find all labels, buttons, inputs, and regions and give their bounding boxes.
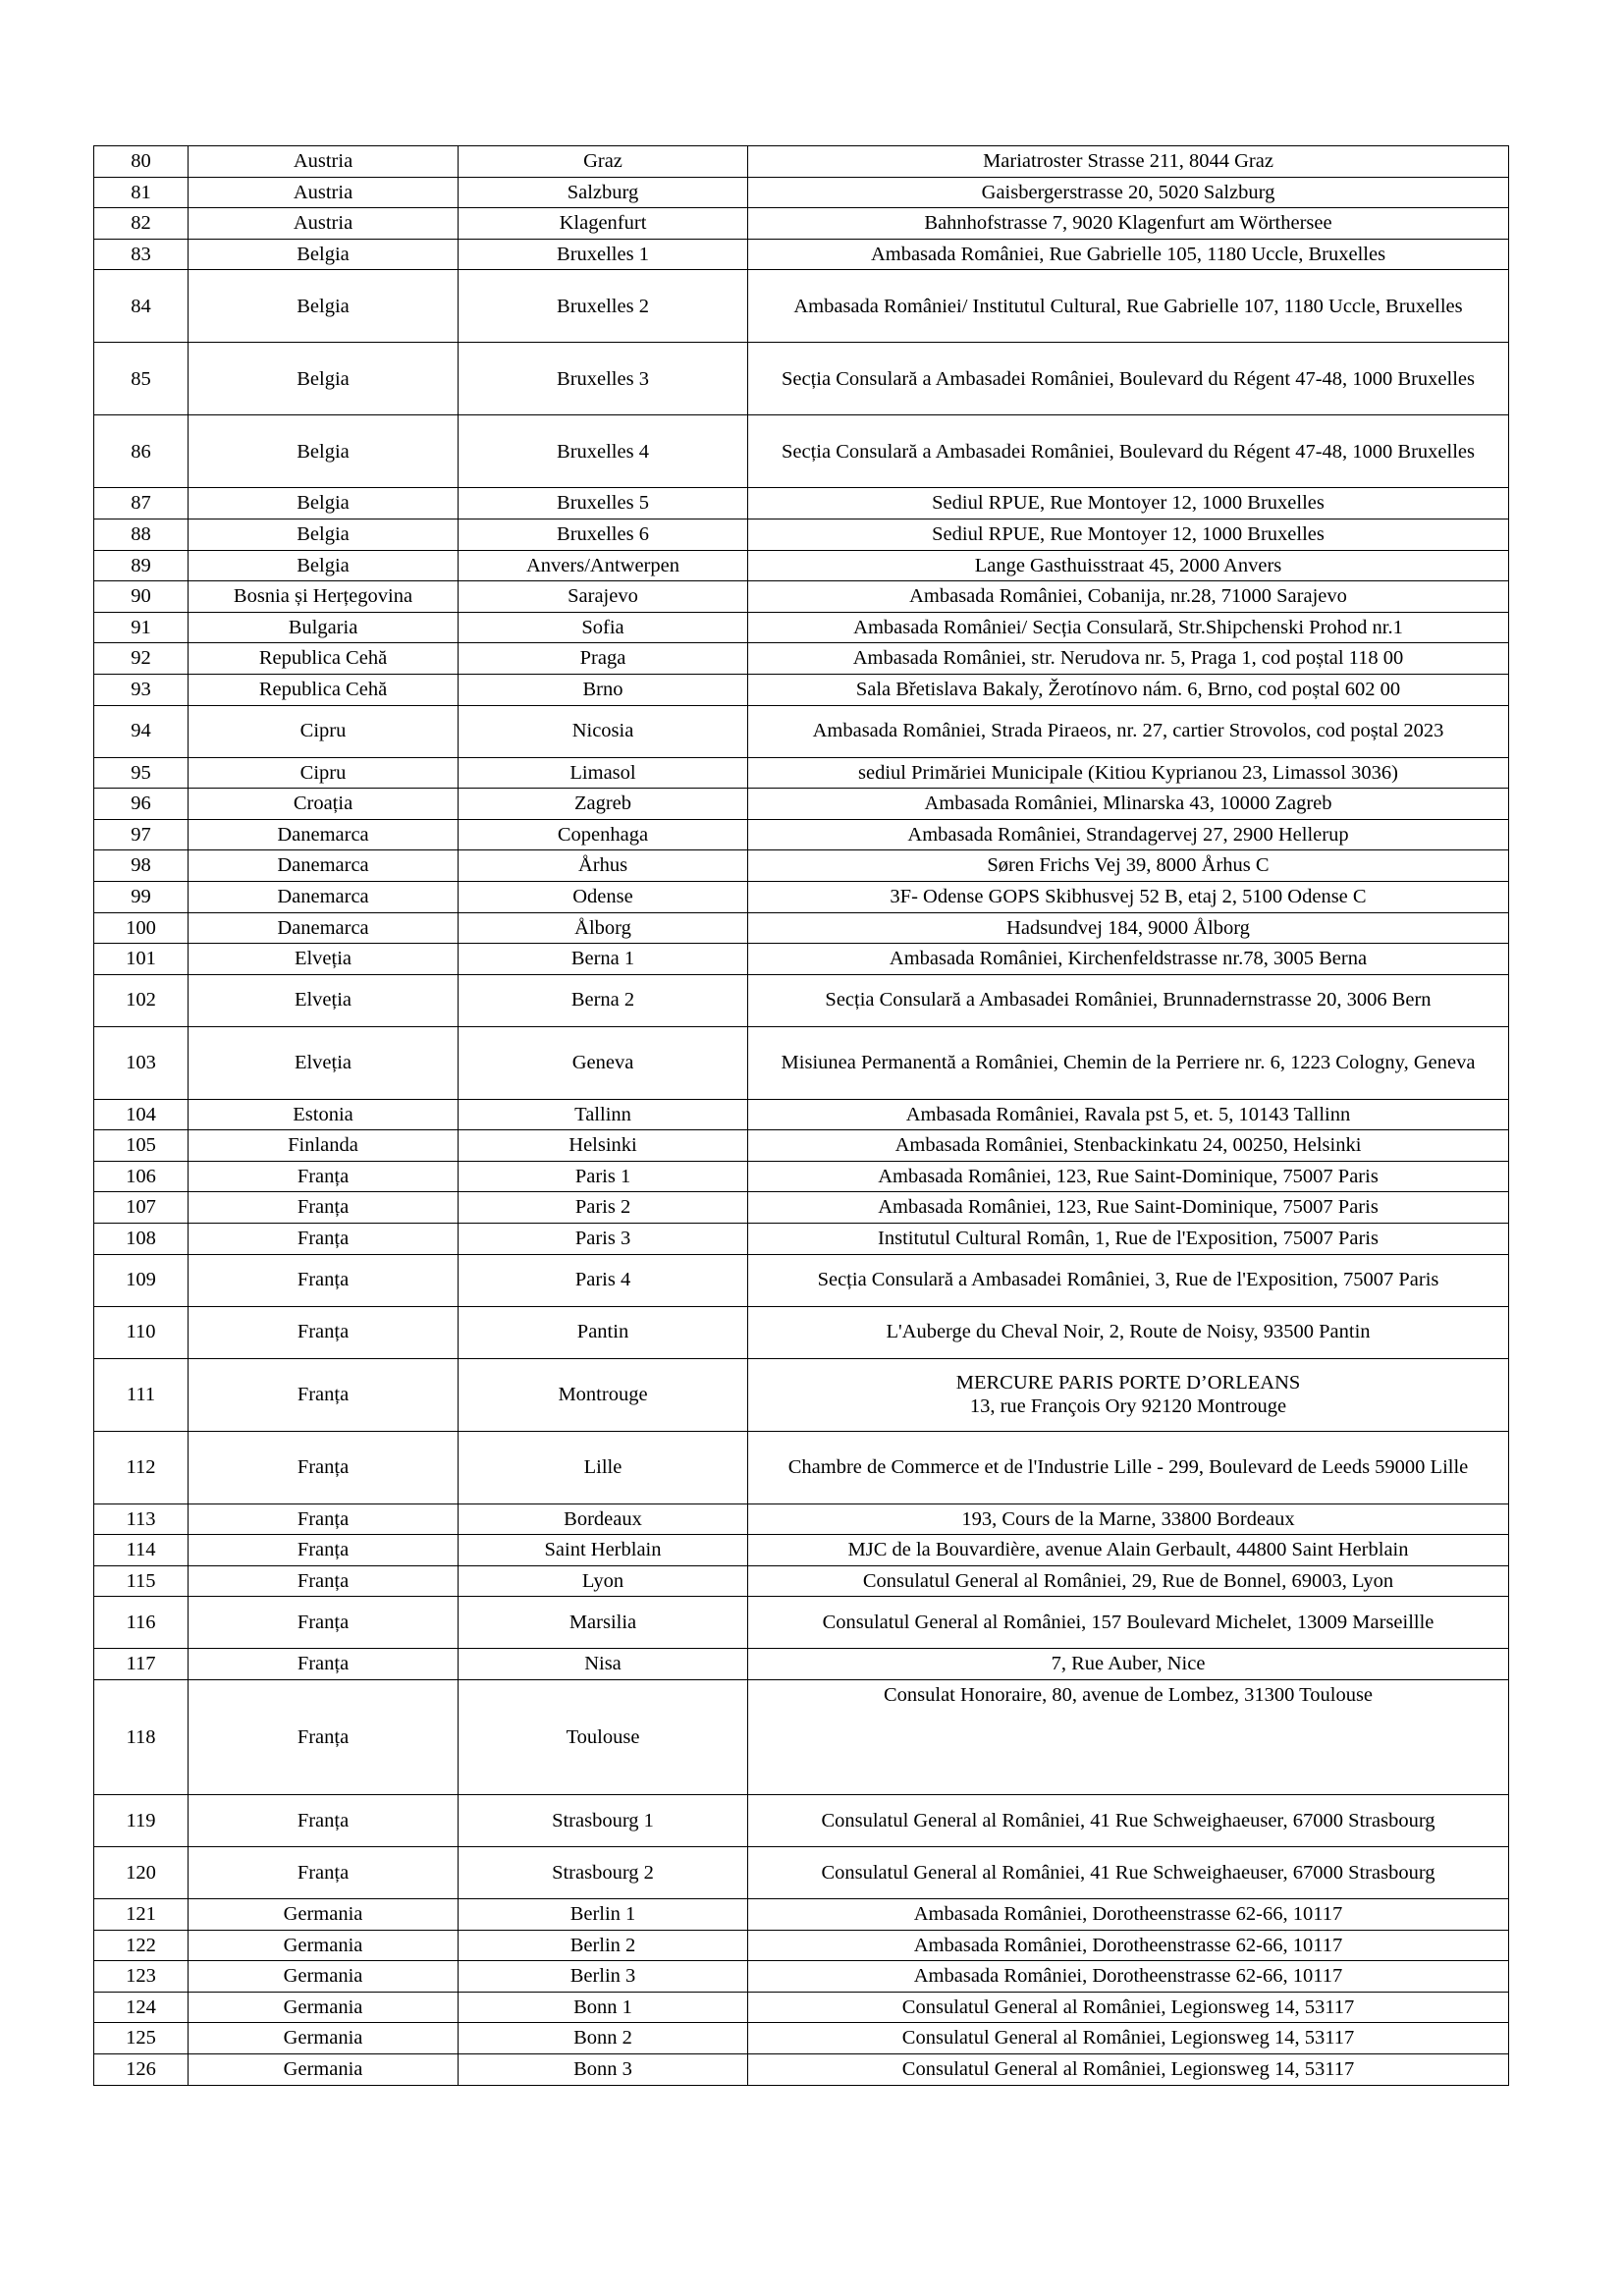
cell-index: 97 [94, 819, 189, 850]
cell-country: Austria [189, 146, 459, 178]
cell-city: Lyon [459, 1565, 748, 1597]
cell-index: 90 [94, 581, 189, 613]
cell-city: Nicosia [459, 705, 748, 757]
cell-country: Belgia [189, 343, 459, 415]
cell-city: Berna 2 [459, 974, 748, 1026]
cell-index: 96 [94, 789, 189, 820]
cell-address: Ambasada României/ Secția Consulară, Str.Shipchenski Prohod nr.1 [748, 612, 1509, 643]
cell-city: Berlin 2 [459, 1930, 748, 1961]
cell-city: Bruxelles 3 [459, 343, 748, 415]
cell-country: Franța [189, 1192, 459, 1224]
cell-address: Ambasada României, Rue Gabrielle 105, 1180 Uccle, Bruxelles [748, 239, 1509, 270]
table-row [94, 1026, 1509, 1099]
cell-country: Danemarca [189, 850, 459, 882]
table-row [94, 488, 1509, 519]
cell-country: Estonia [189, 1099, 459, 1130]
address-line: 13, rue François Ory 92120 Montrouge [969, 1395, 1287, 1418]
table-row [94, 343, 1509, 415]
cell-address: Institutul Cultural Român, 1, Rue de l'Exposition, 75007 Paris [748, 1224, 1509, 1255]
cell-country: Bosnia și Herțegovina [189, 581, 459, 613]
table-row [94, 1431, 1509, 1503]
cell-city: Bruxelles 6 [459, 519, 748, 550]
table-row [94, 1192, 1509, 1224]
cell-address: 193, Cours de la Marne, 33800 Bordeaux [748, 1503, 1509, 1535]
cell-index: 125 [94, 2023, 189, 2054]
cell-address: Ambasada României, 123, Rue Saint-Dominique, 75007 Paris [748, 1161, 1509, 1192]
table-row [94, 581, 1509, 613]
cell-index: 80 [94, 146, 189, 178]
cell-city: Geneva [459, 1026, 748, 1099]
cell-address: Secția Consulară a Ambasadei României, Boulevard du Régent 47-48, 1000 Bruxelles [748, 343, 1509, 415]
cell-address: Chambre de Commerce et de l'Industrie Lille - 299, Boulevard de Leeds 59000 Lille [748, 1431, 1509, 1503]
cell-city: Pantin [459, 1306, 748, 1358]
cell-country: Germania [189, 2054, 459, 2086]
cell-index: 104 [94, 1099, 189, 1130]
cell-address: Sala Břetislava Bakaly, Žerotínovo nám. 6, Brno, cod poștal 602 00 [748, 674, 1509, 705]
cell-city: Limasol [459, 757, 748, 789]
cell-country: Republica Cehă [189, 674, 459, 705]
table-container [93, 145, 1508, 2086]
cell-address: Sediul RPUE, Rue Montoyer 12, 1000 Bruxelles [748, 519, 1509, 550]
address-line [756, 1729, 1500, 1751]
cell-index: 103 [94, 1026, 189, 1099]
cell-city: Bordeaux [459, 1503, 748, 1535]
cell-address: 3F- Odense GOPS Skibhusvej 52 B, etaj 2, 5100 Odense C [748, 881, 1509, 912]
cell-address: Consulatul General al României, 41 Rue Schweighaeuser, 67000 Strasbourg [748, 1847, 1509, 1899]
cell-city: Bruxelles 1 [459, 239, 748, 270]
cell-country: Danemarca [189, 819, 459, 850]
cell-city: Nisa [459, 1649, 748, 1680]
cell-country: Germania [189, 2023, 459, 2054]
cell-index: 91 [94, 612, 189, 643]
cell-country: Belgia [189, 488, 459, 519]
cell-index: 92 [94, 643, 189, 675]
cell-country: Franța [189, 1503, 459, 1535]
polling-stations-table [93, 145, 1509, 2086]
cell-country: Franța [189, 1161, 459, 1192]
cell-index: 102 [94, 974, 189, 1026]
cell-address [748, 1680, 1509, 1795]
cell-country: Franța [189, 1535, 459, 1566]
cell-index: 122 [94, 1930, 189, 1961]
cell-index: 87 [94, 488, 189, 519]
cell-address: Bahnhofstrasse 7, 9020 Klagenfurt am Wörthersee [748, 208, 1509, 240]
cell-address: Consulatul General al României, Legionsweg 14, 53117 [748, 2023, 1509, 2054]
cell-address: Søren Frichs Vej 39, 8000 Århus C [748, 850, 1509, 882]
cell-address: Mariatroster Strasse 211, 8044 Graz [748, 146, 1509, 178]
cell-index: 84 [94, 270, 189, 343]
table-row [94, 1847, 1509, 1899]
cell-address: Ambasada României, Strandagervej 27, 2900 Hellerup [748, 819, 1509, 850]
cell-address: Sediul RPUE, Rue Montoyer 12, 1000 Bruxelles [748, 488, 1509, 519]
cell-city: Saint Herblain [459, 1535, 748, 1566]
table-row [94, 1306, 1509, 1358]
table-row [94, 974, 1509, 1026]
cell-index: 100 [94, 912, 189, 944]
cell-address: Ambasada României, Mlinarska 43, 10000 Zagreb [748, 789, 1509, 820]
address-line: Consulat Honoraire, 80, avenue de Lombez, 31300 Toulouse [883, 1684, 1374, 1707]
cell-country: Germania [189, 1961, 459, 1993]
cell-city: Ålborg [459, 912, 748, 944]
cell-index: 113 [94, 1503, 189, 1535]
cell-address: Consulatul General al României, 157 Boulevard Michelet, 13009 Marseillle [748, 1597, 1509, 1649]
cell-city: Bruxelles 5 [459, 488, 748, 519]
cell-city: Paris 2 [459, 1192, 748, 1224]
cell-city: Bonn 1 [459, 1992, 748, 2023]
cell-country: Belgia [189, 519, 459, 550]
cell-city: Berlin 3 [459, 1961, 748, 1993]
cell-country: Cipru [189, 757, 459, 789]
cell-city: Anvers/Antwerpen [459, 550, 748, 581]
cell-city: Bruxelles 2 [459, 270, 748, 343]
table-row [94, 239, 1509, 270]
cell-index: 101 [94, 944, 189, 975]
cell-country: Belgia [189, 270, 459, 343]
cell-city: Marsilia [459, 1597, 748, 1649]
cell-country: Danemarca [189, 881, 459, 912]
cell-country: Germania [189, 1930, 459, 1961]
cell-city: Copenhaga [459, 819, 748, 850]
cell-city: Paris 4 [459, 1254, 748, 1306]
cell-address: Ambasada României/ Institutul Cultural, Rue Gabrielle 107, 1180 Uccle, Bruxelles [748, 270, 1509, 343]
table-row [94, 612, 1509, 643]
cell-index: 95 [94, 757, 189, 789]
table-row [94, 415, 1509, 488]
address-line [756, 1708, 1500, 1729]
table-row [94, 146, 1509, 178]
cell-country: Franța [189, 1306, 459, 1358]
cell-country: Franța [189, 1649, 459, 1680]
table-row [94, 1099, 1509, 1130]
table-row [94, 550, 1509, 581]
cell-index: 107 [94, 1192, 189, 1224]
cell-city: Toulouse [459, 1680, 748, 1795]
cell-address: L'Auberge du Cheval Noir, 2, Route de Noisy, 93500 Pantin [748, 1306, 1509, 1358]
cell-index: 108 [94, 1224, 189, 1255]
cell-address: Ambasada României, 123, Rue Saint-Dominique, 75007 Paris [748, 1192, 1509, 1224]
cell-index: 111 [94, 1358, 189, 1431]
cell-city: Zagreb [459, 789, 748, 820]
cell-address: Ambasada României, Cobanija, nr.28, 71000 Sarajevo [748, 581, 1509, 613]
cell-city: Paris 1 [459, 1161, 748, 1192]
cell-index: 115 [94, 1565, 189, 1597]
cell-country: Belgia [189, 550, 459, 581]
cell-index: 93 [94, 674, 189, 705]
cell-country: Franța [189, 1224, 459, 1255]
cell-address: Ambasada României, str. Nerudova nr. 5, Praga 1, cod poștal 118 00 [748, 643, 1509, 675]
table-row [94, 819, 1509, 850]
cell-address: Ambasada României, Stenbackinkatu 24, 00250, Helsinki [748, 1130, 1509, 1162]
cell-country: Franța [189, 1358, 459, 1431]
cell-city: Graz [459, 146, 748, 178]
cell-address: Ambasada României, Dorotheenstrasse 62-66, 10117 [748, 1961, 1509, 1993]
cell-country: Austria [189, 208, 459, 240]
cell-index: 112 [94, 1431, 189, 1503]
cell-city: Odense [459, 881, 748, 912]
table-row [94, 1597, 1509, 1649]
cell-city: Bruxelles 4 [459, 415, 748, 488]
cell-city: Brno [459, 674, 748, 705]
table-row [94, 1649, 1509, 1680]
cell-city: Bonn 2 [459, 2023, 748, 2054]
cell-country: Cipru [189, 705, 459, 757]
cell-address: Ambasada României, Ravala pst 5, et. 5, 10143 Tallinn [748, 1099, 1509, 1130]
cell-index: 121 [94, 1899, 189, 1931]
table-row [94, 850, 1509, 882]
cell-country: Finlanda [189, 1130, 459, 1162]
cell-address: sediul Primăriei Municipale (Kitiou Kyprianou 23, Limassol 3036) [748, 757, 1509, 789]
cell-address: Consulatul General al României, 41 Rue Schweighaeuser, 67000 Strasbourg [748, 1795, 1509, 1847]
cell-country: Franța [189, 1565, 459, 1597]
cell-address: MJC de la Bouvardière, avenue Alain Gerbault, 44800 Saint Herblain [748, 1535, 1509, 1566]
table-row [94, 1680, 1509, 1795]
cell-country: Belgia [189, 239, 459, 270]
cell-address: 7, Rue Auber, Nice [748, 1649, 1509, 1680]
cell-country: Germania [189, 1899, 459, 1931]
table-row [94, 1224, 1509, 1255]
cell-country: Danemarca [189, 912, 459, 944]
cell-index: 126 [94, 2054, 189, 2086]
cell-index: 82 [94, 208, 189, 240]
table-row [94, 1992, 1509, 2023]
cell-address: Consulatul General al României, 29, Rue de Bonnel, 69003, Lyon [748, 1565, 1509, 1597]
cell-index: 98 [94, 850, 189, 882]
table-row [94, 1795, 1509, 1847]
cell-address: Gaisbergerstrasse 20, 5020 Salzburg [748, 177, 1509, 208]
table-row [94, 1358, 1509, 1431]
cell-index: 89 [94, 550, 189, 581]
table-row [94, 1899, 1509, 1931]
table-row [94, 1535, 1509, 1566]
cell-city: Lille [459, 1431, 748, 1503]
cell-address: Consulatul General al României, Legionsweg 14, 53117 [748, 2054, 1509, 2086]
cell-city: Bonn 3 [459, 2054, 748, 2086]
table-row [94, 789, 1509, 820]
table-row [94, 1130, 1509, 1162]
table-row [94, 1254, 1509, 1306]
cell-city: Tallinn [459, 1099, 748, 1130]
cell-address: Ambasada României, Strada Piraeos, nr. 27, cartier Strovolos, cod poștal 2023 [748, 705, 1509, 757]
cell-country: Franța [189, 1254, 459, 1306]
address-line: MERCURE PARIS PORTE D’ORLEANS [955, 1371, 1301, 1394]
cell-address: Secția Consulară a Ambasadei României, 3, Rue de l'Exposition, 75007 Paris [748, 1254, 1509, 1306]
table-row [94, 1930, 1509, 1961]
table-row [94, 705, 1509, 757]
table-row [94, 912, 1509, 944]
cell-address: Lange Gasthuisstraat 45, 2000 Anvers [748, 550, 1509, 581]
cell-country: Belgia [189, 415, 459, 488]
cell-address: Ambasada României, Kirchenfeldstrasse nr.78, 3005 Berna [748, 944, 1509, 975]
table-body [94, 146, 1509, 2086]
cell-address: Misiunea Permanentă a României, Chemin de la Perriere nr. 6, 1223 Cologny, Geneva [748, 1026, 1509, 1099]
cell-index: 94 [94, 705, 189, 757]
cell-index: 119 [94, 1795, 189, 1847]
cell-index: 124 [94, 1992, 189, 2023]
cell-index: 109 [94, 1254, 189, 1306]
cell-index: 106 [94, 1161, 189, 1192]
cell-country: Franța [189, 1680, 459, 1795]
cell-address: Hadsundvej 184, 9000 Ålborg [748, 912, 1509, 944]
cell-index: 105 [94, 1130, 189, 1162]
cell-country: Franța [189, 1431, 459, 1503]
cell-index: 110 [94, 1306, 189, 1358]
cell-city: Sofia [459, 612, 748, 643]
table-row [94, 2023, 1509, 2054]
cell-index: 83 [94, 239, 189, 270]
cell-index: 114 [94, 1535, 189, 1566]
cell-index: 81 [94, 177, 189, 208]
cell-index: 117 [94, 1649, 189, 1680]
table-row [94, 1503, 1509, 1535]
table-row [94, 1565, 1509, 1597]
table-row [94, 944, 1509, 975]
cell-city: Helsinki [459, 1130, 748, 1162]
cell-address: Secția Consulară a Ambasadei României, Boulevard du Régent 47-48, 1000 Bruxelles [748, 415, 1509, 488]
cell-address: Ambasada României, Dorotheenstrasse 62-66, 10117 [748, 1899, 1509, 1931]
cell-index: 85 [94, 343, 189, 415]
cell-address: Secția Consulară a Ambasadei României, Brunnadernstrasse 20, 3006 Bern [748, 974, 1509, 1026]
cell-address [748, 1358, 1509, 1431]
cell-city: Salzburg [459, 177, 748, 208]
cell-country: Elveția [189, 974, 459, 1026]
cell-index: 116 [94, 1597, 189, 1649]
cell-index: 120 [94, 1847, 189, 1899]
cell-address: Ambasada României, Dorotheenstrasse 62-66, 10117 [748, 1930, 1509, 1961]
cell-city: Århus [459, 850, 748, 882]
cell-city: Montrouge [459, 1358, 748, 1431]
cell-city: Berna 1 [459, 944, 748, 975]
cell-country: Bulgaria [189, 612, 459, 643]
table-row [94, 757, 1509, 789]
table-row [94, 1161, 1509, 1192]
cell-country: Franța [189, 1597, 459, 1649]
cell-city: Klagenfurt [459, 208, 748, 240]
cell-country: Franța [189, 1847, 459, 1899]
table-row [94, 643, 1509, 675]
cell-country: Germania [189, 1992, 459, 2023]
cell-country: Elveția [189, 944, 459, 975]
cell-address: Consulatul General al României, Legionsweg 14, 53117 [748, 1992, 1509, 2023]
cell-city: Berlin 1 [459, 1899, 748, 1931]
cell-country: Elveția [189, 1026, 459, 1099]
cell-index: 88 [94, 519, 189, 550]
table-row [94, 270, 1509, 343]
cell-country: Croația [189, 789, 459, 820]
cell-city: Paris 3 [459, 1224, 748, 1255]
cell-index: 99 [94, 881, 189, 912]
cell-country: Franța [189, 1795, 459, 1847]
cell-city: Strasbourg 2 [459, 1847, 748, 1899]
table-row [94, 177, 1509, 208]
table-row [94, 674, 1509, 705]
cell-city: Strasbourg 1 [459, 1795, 748, 1847]
cell-index: 123 [94, 1961, 189, 1993]
table-row [94, 519, 1509, 550]
cell-index: 86 [94, 415, 189, 488]
cell-index: 118 [94, 1680, 189, 1795]
table-row [94, 2054, 1509, 2086]
cell-city: Sarajevo [459, 581, 748, 613]
cell-country: Austria [189, 177, 459, 208]
table-row [94, 881, 1509, 912]
table-row [94, 208, 1509, 240]
table-row [94, 1961, 1509, 1993]
cell-country: Republica Cehă [189, 643, 459, 675]
cell-city: Praga [459, 643, 748, 675]
